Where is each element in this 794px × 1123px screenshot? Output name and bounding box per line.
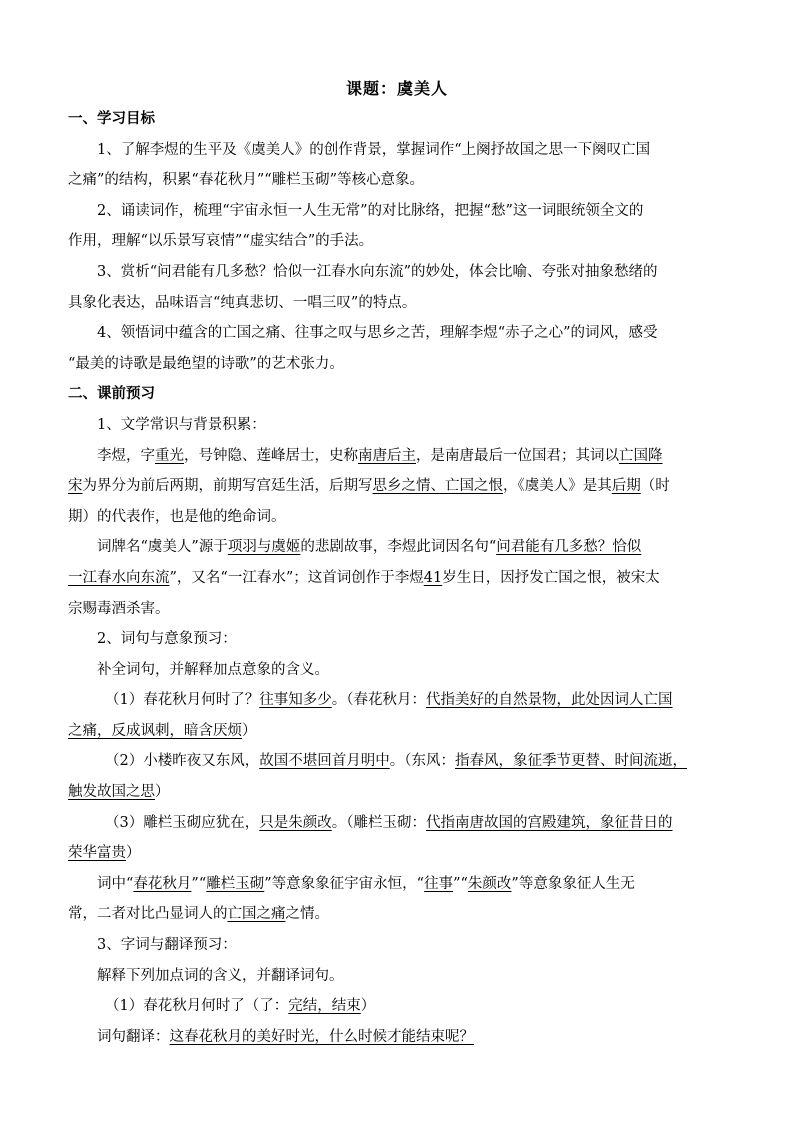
answer-blank: 指春风，象征季节更替、时间流逝， — [454, 753, 687, 770]
text: （3）雕栏玉砌应犹在， — [105, 814, 260, 831]
text: 。（春花秋月： — [331, 692, 426, 709]
objective-4-line-1: 4、领悟词中蕴含的亡国之痛、往事之叹与思乡之苦，理解李煜“赤子之心”的词风，感受 — [97, 325, 658, 342]
answer-blank: 触发故国之思 — [68, 784, 155, 801]
imagery-subtitle: 2、词句与意象预习： — [97, 631, 237, 648]
imagery-instruction: 补全词句，并解释加点意象的含义。 — [97, 661, 329, 678]
section-heading-preview: 二、课前预习 — [68, 385, 155, 403]
translation-instruction: 解释下列加点词的含义，并翻译词句。 — [97, 967, 344, 984]
imagery-q2-line-1 — [68, 746, 728, 777]
answer-blank: 一江春水向东流 — [68, 569, 170, 586]
text: ） — [242, 722, 257, 739]
text: ”“ — [453, 875, 468, 892]
text: （时 — [640, 478, 670, 495]
answer-blank: 之痛，反成讽刺，暗含厌烦 — [68, 722, 242, 739]
text: ”等意象象征人生无 — [511, 875, 635, 892]
background-para-2-line-1 — [68, 532, 728, 563]
text: ，号钟隐、莲峰居士，史称 — [184, 447, 358, 464]
background-para-2-line-2 — [68, 563, 728, 594]
answer-blank: 故国不堪回首月明中 — [259, 753, 390, 770]
literature-subtitle: 1、文学常识与背景积累： — [97, 416, 266, 433]
answer-blank: 春花秋月 — [133, 875, 192, 892]
imagery-q2-line-2 — [68, 777, 728, 808]
text: 李煜，字 — [97, 447, 155, 464]
text: 的悲剧故事，李煜此词因名句“ — [300, 539, 497, 556]
answer-blank: 朱颜改 — [467, 875, 512, 892]
text: 岁生日，因抒发亡国之恨，被宋太 — [442, 569, 660, 586]
answer-blank: 宋 — [68, 478, 83, 495]
answer-blank: 往事 — [424, 875, 454, 892]
section-heading-objectives: 一、学习目标 — [68, 110, 155, 127]
text: （1）春花秋月何时了？ — [105, 692, 260, 709]
text: ，《虞美人》是其 — [503, 478, 612, 495]
answer-blank: 亡国之痛 — [227, 906, 286, 923]
text: 。（东风： — [389, 753, 455, 770]
text: ”等意象象征宇宙永恒，“ — [264, 875, 425, 892]
text: 词句翻译： — [97, 1028, 170, 1045]
text: 常，二者对比凸显词人的 — [68, 906, 228, 923]
answer-blank: 项羽与虞姬 — [227, 539, 301, 556]
answer-blank: 完结，结束 — [288, 998, 361, 1015]
text: 为界分为前后两期，前期写宫廷生活，后期写 — [82, 478, 373, 495]
objective-3-line-1: 3、赏析“问君能有几多愁？恰似一江春水向东流”的妙处，体会比喻、夸张对抽象愁绪的 — [97, 263, 658, 280]
answer-blank: 只是朱颜改 — [259, 814, 332, 831]
text: ”，又名“一江春水”；这首词创作于李煜 — [169, 569, 424, 586]
answer-blank: 41 — [423, 569, 443, 586]
answer-blank: 这春花秋月的美好时光，什么时候才能结束呢？ — [169, 1028, 474, 1045]
answer-blank: 代指美好的自然景物，此处因词人亡国 — [425, 692, 673, 709]
imagery-summary-line-2 — [68, 899, 728, 930]
answer-blank: 重光 — [155, 447, 184, 464]
answer-blank: 问君能有几多愁？恰似 — [496, 539, 642, 556]
text: ，是南唐最后一位国君；其词以 — [416, 447, 619, 464]
answer-blank: 荣华富贵 — [68, 845, 126, 862]
background-para-1-line-3: 期）的代表作，也是他的绝命词。 — [68, 508, 286, 525]
page-title: 课题：虞美人 — [345, 79, 448, 98]
text: ） — [126, 845, 141, 862]
objective-2-line-1: 2、诵读词作，梳理“宇宙永恒一人生无常”的对比脉络，把握“愁”这一词眼统领全文的 — [97, 202, 644, 219]
answer-blank: 雕栏玉砌 — [206, 875, 265, 892]
text: （1）春花秋月何时了（了： — [105, 998, 289, 1015]
imagery-q3-line-1 — [68, 808, 728, 839]
document-body — [68, 104, 728, 1052]
text: 。（雕栏玉砌： — [331, 814, 426, 831]
text: （2）小楼昨夜又东风， — [105, 753, 260, 770]
imagery-summary-line-1 — [68, 869, 728, 900]
text: 词中“ — [97, 875, 134, 892]
imagery-q1-line-2 — [68, 716, 728, 747]
text: 之情。 — [285, 906, 329, 923]
translation-q1 — [68, 991, 728, 1022]
imagery-q1-line-1 — [68, 685, 728, 716]
objective-1-line-1: 1、了解李煜的生平及《虞美人》的创作背景，掌握词作“上阕抒故国之思一下阕叹亡国 — [97, 141, 651, 158]
objective-4-line-2: “最美的诗歌是最绝望的诗歌”的艺术张力。 — [68, 355, 344, 372]
imagery-q3-line-2 — [68, 838, 728, 869]
answer-blank: 亡国降 — [619, 447, 663, 464]
answer-blank: 思乡之情、亡国之恨 — [372, 478, 503, 495]
background-para-1-line-1 — [68, 441, 728, 472]
background-para-1-line-2 — [68, 471, 728, 502]
text: ”“ — [191, 875, 207, 892]
objective-3-line-2: 具象化表达，品味语言“纯真悲切、一唱三叹”的特点。 — [68, 294, 417, 311]
text: ） — [155, 784, 170, 801]
answer-blank: 代指南唐故国的宫殿建筑，象征昔日的 — [425, 814, 673, 831]
background-para-2-line-3: 宗赐毒酒杀害。 — [68, 600, 170, 617]
text: 词牌名“虞美人”源于 — [97, 539, 228, 556]
answer-blank: 往事知多少 — [259, 692, 332, 709]
translation-answer — [68, 1022, 728, 1053]
answer-blank: 后期 — [611, 478, 641, 495]
answer-blank: 南唐后主 — [358, 447, 416, 464]
objective-2-line-2: 作用，理解“以乐景写哀情”“虚实结合”的手法。 — [68, 233, 374, 250]
translation-subtitle: 3、字词与翻译预习： — [97, 937, 237, 954]
objective-1-line-2: 之痛”的结构，积累“春花秋月”“雕栏玉砌”等核心意象。 — [68, 172, 425, 189]
text: ） — [360, 998, 376, 1015]
